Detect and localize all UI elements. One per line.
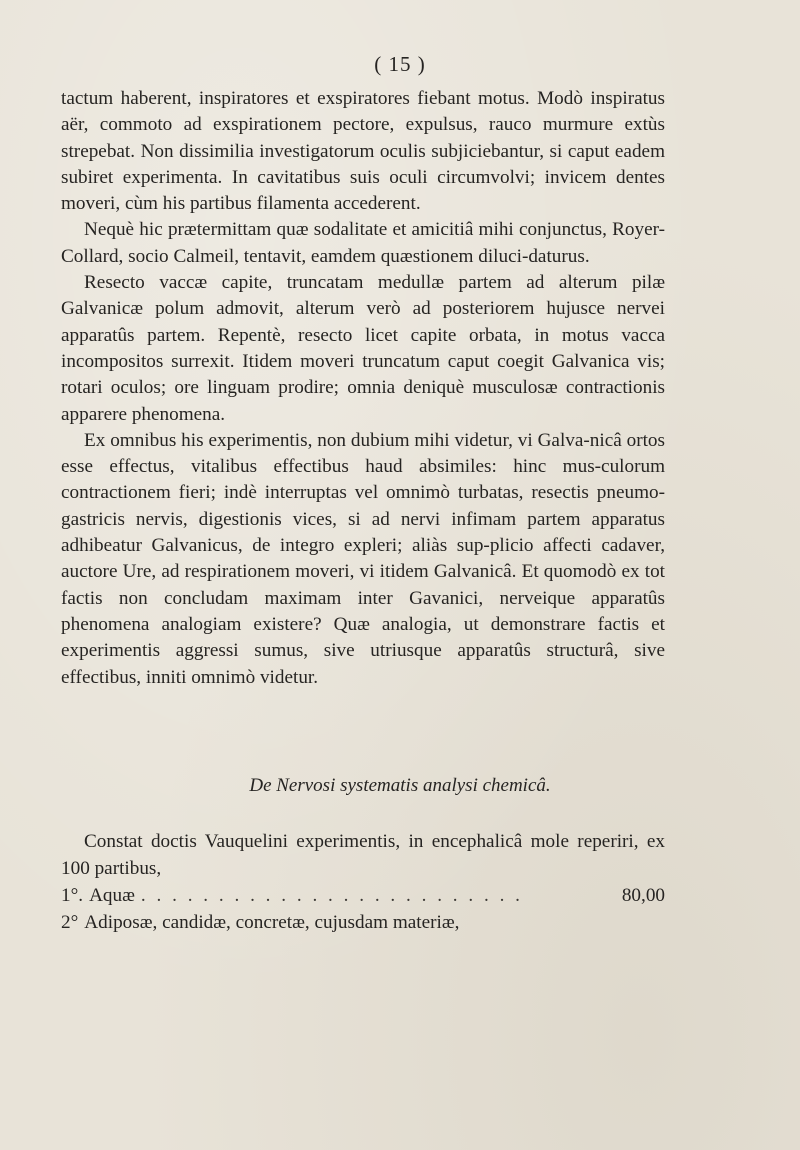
paragraph-3: Resecto vaccæ capite, truncatam medullæ partem ad alterum pilæ Galvanicæ polum admovit, alterum verò ad posteriorem hujusce nervei apparatûs partem. Repentè, resecto licet capite orbata, in motus vacca incompositos surrexit. Itidem moveri truncatum caput coegit Galvanica vis; rotari oculos; ore linguam prodire; omnia deniquè musculosæ contractionis apparere phenomena. [61, 272, 665, 425]
section-heading: De Nervosi systematis analysi chemicâ. [249, 775, 551, 796]
main-text [61, 86, 665, 691]
section-text [61, 828, 665, 936]
paragraph-2: Nequè hic prætermittam quæ sodalitate et amicitiâ mihi conjunctus, Royer-Collard, socio Calmeil, tentavit, eamdem quæstionem diluci-daturus. [61, 219, 665, 267]
list-item-value: 80,00 [621, 885, 665, 906]
page-number: ( 15 ) [374, 52, 426, 76]
list-item-adipose [61, 909, 665, 936]
list-item-number: 2° [61, 912, 79, 933]
list-item-label: Adiposæ, candidæ, concretæ, cujusdam materiæ, [84, 912, 460, 933]
paragraph-4: Ex omnibus his experimentis, non dubium mihi videtur, vi Galva-nicâ ortos esse effectus, vitalibus effectibus haud absimiles: hinc mus-culorum contractionem fieri; indè interruptas vel omnimò turbatas, resectis pneumo-gastricis nervis, digestionis vices, si ad nervi infimam partem apparatus adhibeatur Galvanicus, de integro expleri; aliàs sup-plicio affecti cadaver, auctore Ure, ad respirationem moveri, vi itidem Galvanicâ. Et quomodò ex tot factis non concludam maximam inter Gavanici, nerveique apparatûs phenomena analogiam existere? Quæ analogia, ut demonstrare factis et experimentis aggressi sumus, sive utriusque apparatûs structurâ, sive effectibus, inniti omnimò videtur. [61, 429, 665, 688]
list-item-label: Aquæ [89, 885, 135, 906]
list-item-water [61, 882, 665, 909]
dot-leader: . . . . . . . . . . . . . . . . . . . . . . . . . [140, 885, 523, 906]
list-item-number: 1°. [61, 885, 84, 906]
paragraph-1: tactum haberent, inspiratores et exspiratores fiebant motus. Modò inspiratus aër, commoto ad exspirationem pectore, expulsus, rauco murmure extùs strepebat. Non dissimilia investigatorum oculis subjiciebantur, si caput eadem subiret experimenta. In cavitatibus suis oculi circumvolvi; invicem dentes moveri, cùm his partibus filamenta accederent. [61, 88, 665, 215]
section-intro: Constat doctis Vauquelini experimentis, in encephalicâ mole reperiri, ex 100 partibus, [61, 831, 665, 879]
